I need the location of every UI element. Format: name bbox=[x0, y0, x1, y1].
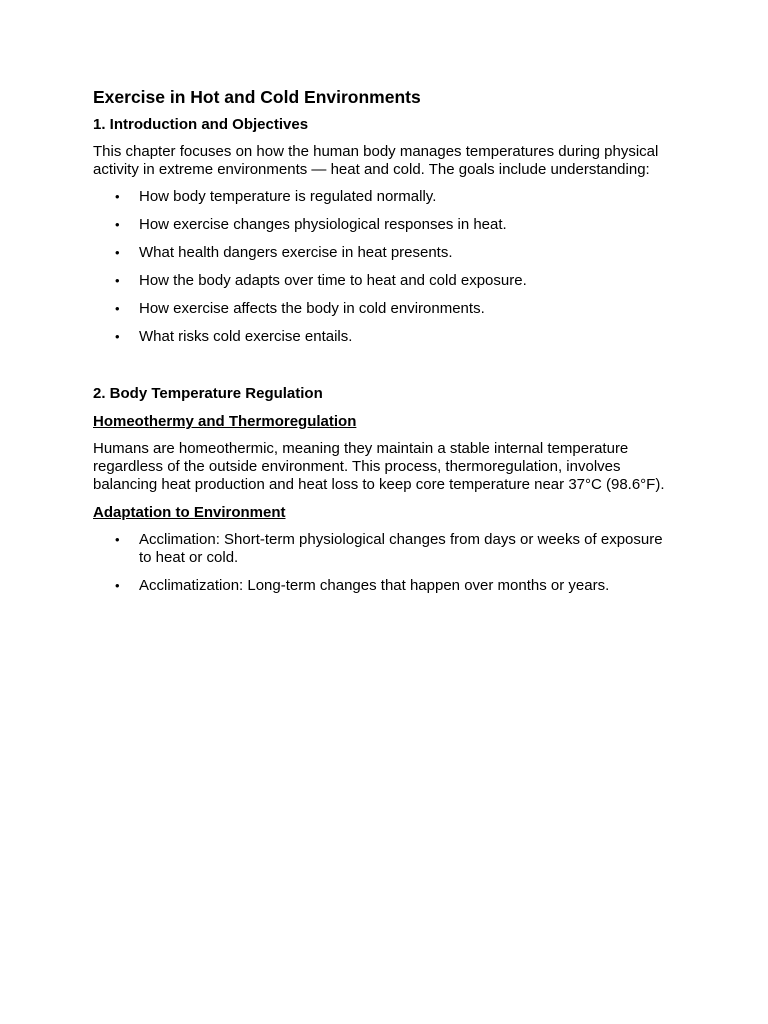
bullet-icon: • bbox=[115, 189, 120, 204]
list-item bbox=[93, 244, 673, 262]
list-item-text: What risks cold exercise entails. bbox=[139, 328, 353, 345]
list-item bbox=[93, 188, 673, 206]
list-item-text: How body temperature is regulated normally. bbox=[139, 188, 437, 205]
bullet-icon: • bbox=[115, 329, 120, 344]
subheading-homeothermy: Homeothermy and Thermoregulation bbox=[93, 413, 357, 430]
section-heading-introduction: 1. Introduction and Objectives bbox=[93, 116, 309, 133]
list-item bbox=[93, 272, 673, 290]
homeothermy-paragraph: Humans are homeothermic, meaning they maintain a stable internal temperature regardless of the outside environment. This process, thermoregulation, involves balancing heat production and heat loss to keep core temperature near 37°C (98.6°F). bbox=[93, 440, 665, 493]
bullet-icon: • bbox=[115, 217, 120, 232]
adaptation-list bbox=[93, 531, 673, 595]
list-item-text: Acclimation: Short-term physiological changes from days or weeks of exposure to heat or cold. bbox=[139, 531, 663, 566]
document-title: Exercise in Hot and Cold Environments bbox=[93, 87, 421, 107]
list-item-text: How the body adapts over time to heat and cold exposure. bbox=[139, 272, 527, 289]
list-item-text: Acclimatization: Long-term changes that happen over months or years. bbox=[139, 577, 610, 594]
list-item bbox=[93, 531, 673, 567]
list-item bbox=[93, 577, 673, 595]
section-spacer bbox=[93, 356, 673, 384]
list-item-text: How exercise changes physiological responses in heat. bbox=[139, 216, 507, 233]
list-item bbox=[93, 328, 673, 346]
subheading-adaptation: Adaptation to Environment bbox=[93, 504, 286, 521]
list-item bbox=[93, 300, 673, 318]
section-heading-temperature-regulation: 2. Body Temperature Regulation bbox=[93, 385, 323, 402]
bullet-icon: • bbox=[115, 245, 120, 260]
list-item-text: What health dangers exercise in heat presents. bbox=[139, 244, 453, 261]
document-page bbox=[93, 86, 673, 605]
list-item-text: How exercise affects the body in cold environments. bbox=[139, 300, 485, 317]
bullet-icon: • bbox=[115, 301, 120, 316]
bullet-icon: • bbox=[115, 273, 120, 288]
bullet-icon: • bbox=[115, 578, 120, 593]
intro-paragraph: This chapter focuses on how the human body manages temperatures during physical activity in extreme environments — heat and cold. The goals include understanding: bbox=[93, 143, 659, 178]
bullet-icon: • bbox=[115, 532, 120, 547]
list-item bbox=[93, 216, 673, 234]
objectives-list bbox=[93, 188, 673, 346]
